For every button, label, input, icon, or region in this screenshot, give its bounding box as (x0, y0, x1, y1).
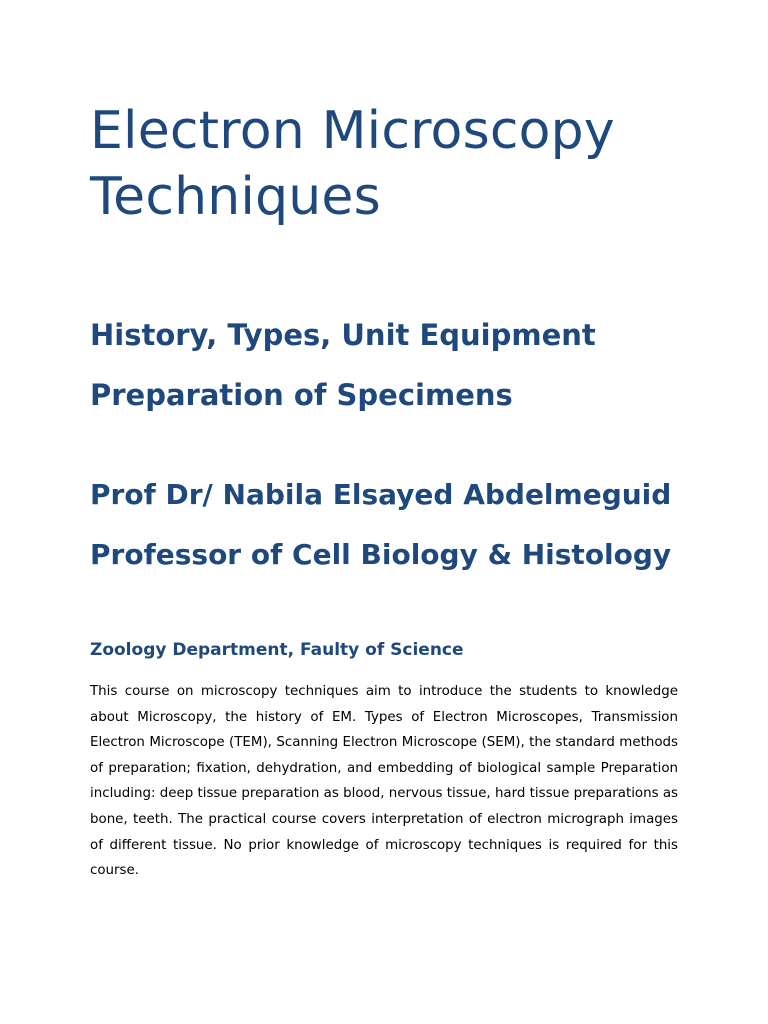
department-heading: Zoology Department, Faulty of Science (90, 640, 464, 660)
subtitle-preparation: Preparation of Specimens (90, 378, 513, 412)
author-title: Professor of Cell Biology & Histology (90, 538, 672, 571)
course-description: This course on microscopy techniques aim to introduce the students to knowledge about Microscopy, the history of EM. Types of Electron Microscopes, Transmission Electron Microscope (TEM), Scanning Electron Microscope (SEM), the standard methods of preparation; fixation, dehydration, and embedding of biological sample Preparation including: deep tissue preparation as blood, nervous tissue, hard tissue preparations as bone, teeth. The practical course covers interpretation of electron micrograph images of different tissue. No prior knowledge of microscopy techniques is required for this course. (90, 684, 679, 879)
subtitle-history-types: History, Types, Unit Equipment (90, 318, 596, 352)
author-name: Prof Dr/ Nabila Elsayed Abdelmeguid (90, 478, 672, 511)
document-title: Electron Microscopy Techniques (90, 101, 615, 227)
